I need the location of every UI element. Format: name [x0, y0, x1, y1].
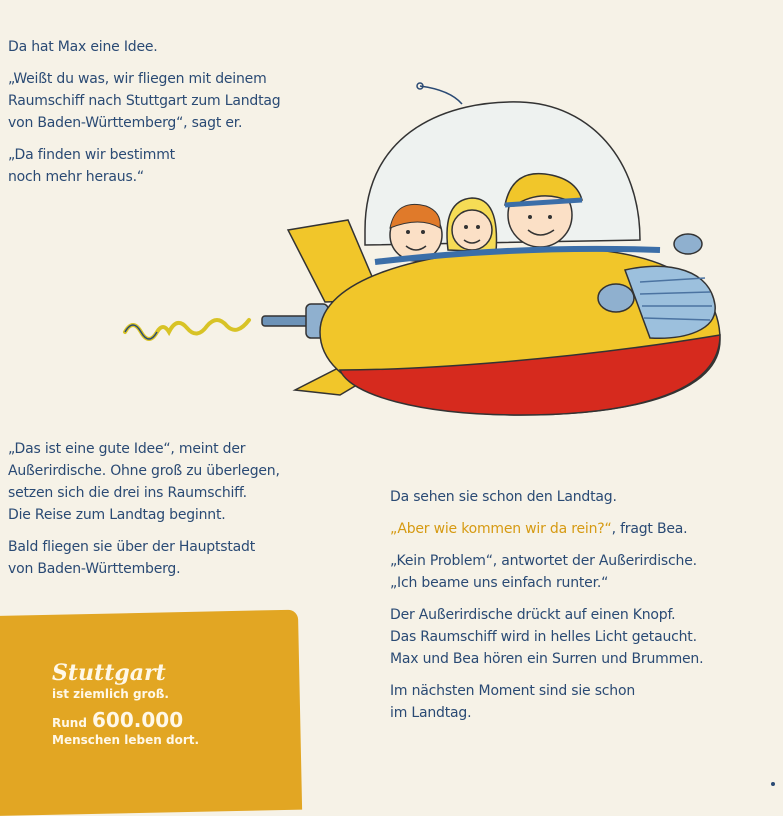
- middle-line: von Baden-Württemberg.: [8, 561, 181, 577]
- quote-attribution: , fragt Bea.: [611, 521, 688, 537]
- right-line: Max und Bea hören ein Surren und Brummen.: [390, 651, 704, 667]
- fact-line: Menschen leben dort.: [52, 733, 200, 747]
- fact-population: [52, 708, 282, 732]
- fact-line: ist ziemlich groß.: [52, 687, 169, 701]
- page-mark: [771, 782, 775, 786]
- fact-prefix: Rund: [52, 716, 87, 730]
- right-line: Das Raumschiff wird in helles Licht getaucht.: [390, 629, 697, 645]
- middle-text: [8, 438, 328, 580]
- middle-line: Bald fliegen sie über der Hauptstadt: [8, 539, 255, 555]
- right-line: „Kein Problem“, antwortet der Außerirdische.: [390, 553, 697, 569]
- intro-line: „Da finden wir bestimmt: [8, 147, 175, 163]
- right-line: im Landtag.: [390, 705, 472, 721]
- right-line: Der Außerirdische drückt auf einen Knopf.: [390, 607, 676, 623]
- right-line: „Ich beame uns einfach runter.“: [390, 575, 609, 591]
- intro-line: Raumschiff nach Stuttgart zum Landtag: [8, 93, 281, 109]
- middle-line: Außerirdische. Ohne groß zu überlegen,: [8, 463, 280, 479]
- middle-line: setzen sich die drei ins Raumschiff.: [8, 485, 247, 501]
- orange-quote: „Aber wie kommen wir da rein?“: [390, 521, 612, 537]
- right-line: Da sehen sie schon den Landtag.: [390, 489, 617, 505]
- right-text: [390, 486, 770, 724]
- middle-line: Die Reise zum Landtag beginnt.: [8, 507, 226, 523]
- right-line: Im nächsten Moment sind sie schon: [390, 683, 636, 699]
- intro-line: von Baden-Württemberg“, sagt er.: [8, 115, 243, 131]
- intro-line: Da hat Max eine Idee.: [8, 39, 158, 55]
- intro-line: „Weißt du was, wir fliegen mit deinem: [8, 71, 267, 87]
- fact-box-text: [52, 660, 282, 748]
- intro-line: noch mehr heraus.“: [8, 169, 144, 185]
- fact-number: 600.000: [92, 708, 184, 732]
- quote-line: [390, 518, 770, 540]
- middle-line: „Das ist eine gute Idee“, meint der: [8, 441, 246, 457]
- spaceship-illustration: [120, 70, 730, 430]
- fact-city: Stuttgart: [52, 660, 166, 686]
